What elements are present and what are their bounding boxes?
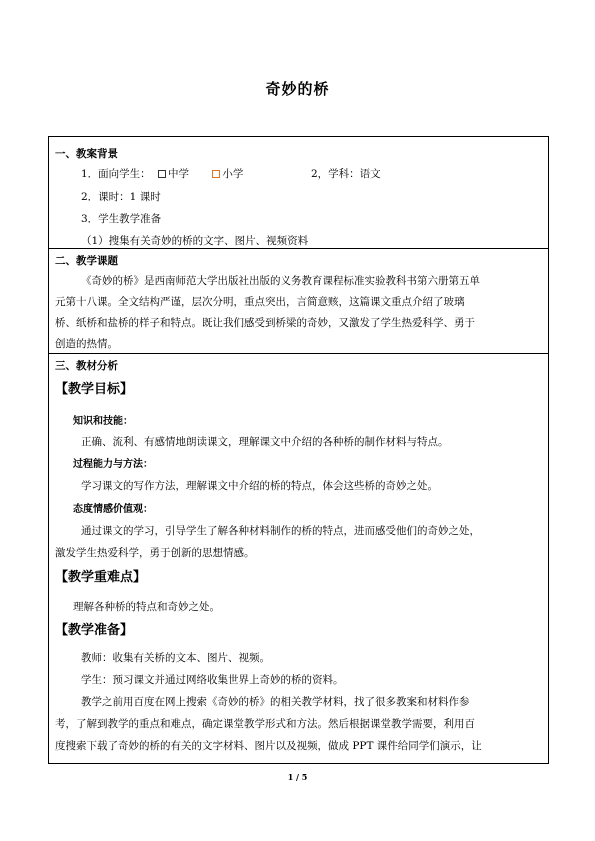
attitude-heading: 态度情感价值观： [73, 504, 153, 515]
option-label: 小学 [222, 168, 244, 180]
section-heading: 二、教学课题 [55, 255, 118, 267]
lesson-plan-table [48, 136, 549, 764]
paragraph-line: 元第十八课。全文结构严谨，层次分明，重点突出，言简意赅，这篇课文重点介绍了玻璃 [55, 296, 465, 308]
attitude-line: 通过课文的学习，引导学生了解各种材料制作的桥的特点，进而感受他们的奇妙之处， [81, 525, 480, 537]
checkbox-icon [212, 170, 220, 178]
teacher-prep: 教师：收集有关桥的文本、图片、视频。 [81, 652, 270, 664]
checkbox-primary-school[interactable] [212, 168, 243, 180]
class-hours: 2．课时：1 课时 [81, 191, 161, 203]
paragraph-line: 考，了解到教学的重点和难点，确定课堂教学形式和方法。然后根据课堂教学需要，利用百 [55, 718, 475, 730]
key-points-heading: 【教学重难点】 [55, 570, 147, 585]
student-prep: 学生：预习课文并通过网络收集世界上奇妙的桥的资料。 [81, 674, 344, 686]
knowledge-heading: 知识和技能： [73, 416, 133, 427]
target-students-label: 1．面向学生： [81, 168, 151, 180]
process-heading: 过程能力与方法： [73, 459, 153, 470]
paragraph-line: 度搜索下载了奇妙的桥的有关的文字材料、图片以及视频，做成 PPT 课件给同学们演示，让 [55, 740, 482, 752]
teaching-prep-heading: 【教学准备】 [55, 623, 134, 638]
checkbox-middle-school[interactable] [158, 168, 192, 180]
option-label: 中学 [168, 168, 190, 180]
teaching-goals-heading: 【教学目标】 [55, 382, 134, 397]
knowledge-text: 正确、流利、有感情地朗读课文，理解课文中介绍的各种桥的制作材料与特点。 [81, 436, 449, 448]
paragraph-line: 创造的热情。 [55, 338, 118, 350]
section-topic [49, 249, 548, 354]
attitude-line: 激发学生热爱科学，勇于创新的思想情感。 [55, 547, 255, 559]
key-points-text: 理解各种桥的特点和奇妙之处。 [73, 601, 220, 613]
target-students-row [81, 166, 243, 181]
paragraph-line: 教学之前用百度在网上搜索《奇妙的桥》的相关教学材料，找了很多教案和材料作参 [81, 696, 470, 708]
student-prep-item: （1）搜集有关奇妙的桥的文字、图片、视频资料 [81, 235, 309, 247]
paragraph-line: 《奇妙的桥》是西南师范大学出版社出版的义务教育课程标准实验教科书第六册第五单 [81, 275, 480, 287]
student-prep-heading: 3．学生教学准备 [81, 213, 162, 225]
section-heading: 一、教案背景 [55, 148, 118, 160]
checkbox-icon [158, 170, 166, 178]
paragraph-line: 桥、纸桥和盐桥的样子和特点。既让我们感受到桥梁的奇妙，又激发了学生热爱科学、勇于 [55, 317, 475, 329]
section-heading: 三、教材分析 [55, 360, 118, 372]
document-title: 奇妙的桥 [265, 80, 330, 98]
section-background [49, 137, 548, 249]
process-text: 学习课文的写作方法，理解课文中介绍的桥的特点，体会这些桥的奇妙之处。 [81, 480, 438, 492]
page-number: 1 / 5 [287, 772, 308, 782]
subject-info: 2，学科：语文 [311, 168, 381, 180]
